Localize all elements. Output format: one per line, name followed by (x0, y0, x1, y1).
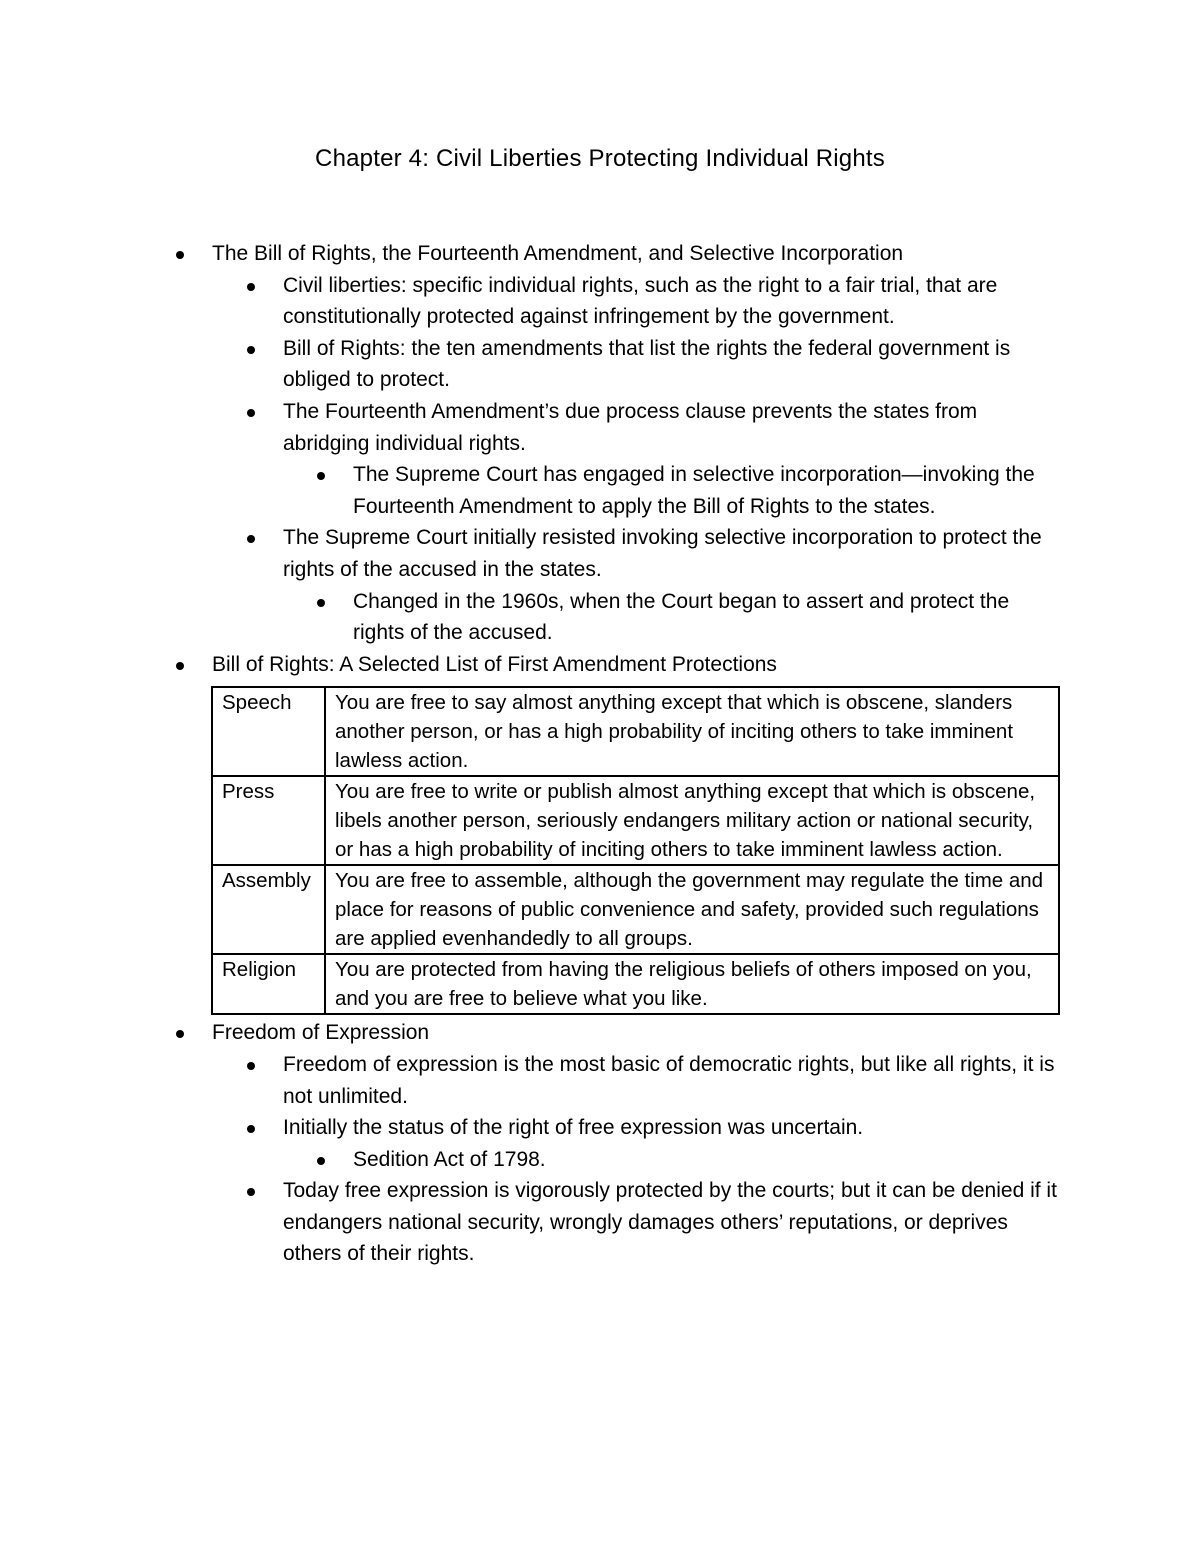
outline-item-status-uncertain (283, 1112, 1063, 1144)
item-text: Today free expression is vigorously protected by the courts; but it can be denied if it endangers national security, wrongly damages others’ reputations, or deprives others of their rights. (283, 1179, 1057, 1266)
bullet-icon (317, 1157, 325, 1165)
bullet-icon (247, 535, 255, 543)
table-cell-label: Religion (212, 954, 325, 1014)
outline-item-bill-of-rights-definition (283, 333, 1063, 396)
outline-item-court-resisted (283, 522, 1063, 585)
outline-item-first-amendment-heading (212, 649, 1060, 681)
bullet-icon (247, 1062, 255, 1070)
bullet-icon (317, 472, 325, 480)
bullet-icon (176, 251, 184, 259)
bullet-icon (247, 409, 255, 417)
table-cell-description: You are protected from having the religious beliefs of others imposed on you, and you are free to believe what you like. (325, 954, 1059, 1014)
table-row (212, 687, 1059, 776)
table-cell-description: You are free to write or publish almost anything except that which is obscene, libels another person, seriously endangers military action or national security, or has a high probability of inciting others to take imminent lawless action. (325, 776, 1059, 865)
table-cell-label: Assembly (212, 865, 325, 954)
table-cell-label: Speech (212, 687, 325, 776)
item-text: The Supreme Court has engaged in selective incorporation—invoking the Fourteenth Amendment to apply the Bill of Rights to the states. (353, 463, 1035, 518)
bullet-icon (317, 599, 325, 607)
outline-item-changed-1960s (353, 586, 1063, 649)
outline-item-most-basic-right (283, 1049, 1063, 1112)
bullet-icon (176, 662, 184, 670)
outline-item-bill-of-rights-heading (212, 238, 1060, 270)
outline-item-sedition-act (353, 1144, 1063, 1176)
table-row (212, 776, 1059, 865)
outline-item-selective-incorporation (353, 459, 1063, 522)
table-cell-label: Press (212, 776, 325, 865)
item-text: Bill of Rights: the ten amendments that list the rights the federal government is obliged to protect. (283, 336, 1011, 392)
bullet-icon (247, 346, 255, 354)
item-text: Bill of Rights: A Selected List of First Amendment Protections (212, 652, 777, 676)
item-text: Changed in the 1960s, when the Court began to assert and protect the rights of the accused. (353, 589, 1010, 645)
table-cell-description: You are free to assemble, although the government may regulate the time and place for reasons of public convenience and safety, provided such regulations are applied evenhandedly to all groups. (325, 865, 1059, 954)
item-text: Initially the status of the right of free expression was uncertain. (283, 1116, 864, 1140)
outline (0, 238, 1200, 1270)
item-text: Civil liberties: specific individual rights, such as the right to a fair trial, that are constitutionally protected against infringement by the government. (283, 273, 998, 329)
item-text: The Fourteenth Amendment’s due process clause prevents the states from abridging individual rights. (283, 399, 978, 455)
table-cell-description: You are free to say almost anything except that which is obscene, slanders another person, or has a high probability of inciting others to take imminent lawless action. (325, 687, 1059, 776)
table-row (212, 865, 1059, 954)
item-text: The Supreme Court initially resisted invoking selective incorporation to protect the rights of the accused in the states. (283, 526, 1042, 581)
item-text: Freedom of expression is the most basic of democratic rights, but like all rights, it is not unlimited. (283, 1052, 1055, 1108)
bullet-icon (247, 1188, 255, 1196)
bullet-icon (247, 1125, 255, 1133)
item-text: The Bill of Rights, the Fourteenth Amendment, and Selective Incorporation (212, 242, 904, 265)
outline-item-vigorously-protected (283, 1175, 1063, 1270)
bullet-icon (176, 1030, 184, 1038)
item-text: Freedom of Expression (212, 1021, 430, 1045)
outline-item-freedom-of-expression-heading (212, 1017, 1060, 1049)
item-text: Sedition Act of 1798. (353, 1147, 546, 1171)
page-title: Chapter 4: Civil Liberties Protecting Individual Rights (315, 145, 885, 172)
first-amendment-table (211, 686, 1060, 1015)
table-row (212, 954, 1059, 1014)
outline-item-civil-liberties (283, 270, 1063, 333)
outline-item-due-process (283, 396, 1063, 459)
bullet-icon (247, 283, 255, 291)
